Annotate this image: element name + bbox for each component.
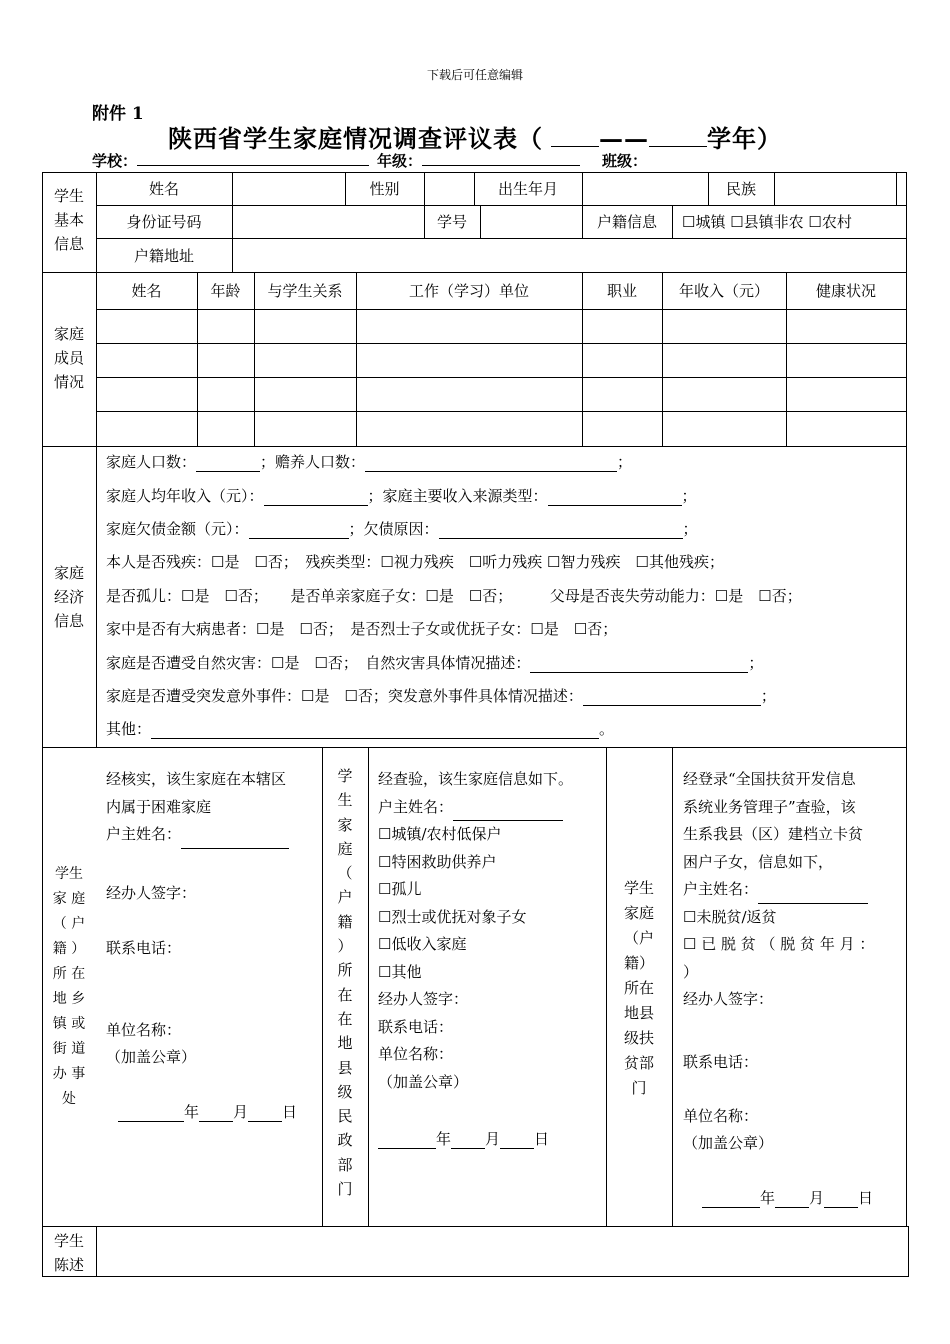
title-close: ） (757, 124, 782, 153)
poverty-phone: 联系电话： (683, 1053, 759, 1071)
family-header-occupation: 职业 (606, 282, 637, 300)
econ-line-debt: 家庭欠债金额（元）： ；欠债原因： ； (106, 520, 698, 538)
section-family-members: 家庭 成员 情况 (53, 325, 84, 391)
section-basic-info: 学生 基本 信息 (53, 187, 84, 253)
other-input[interactable] (151, 723, 599, 739)
label-township-office: 学生 家 庭 （ 户 籍 ） 所 在 地 乡 镇 或 街 道 办 事 处 (52, 866, 86, 1107)
township-date: 年 月 日 (118, 1101, 297, 1122)
year-start-blank[interactable] (551, 146, 599, 147)
civil-option[interactable]: ☐其他 (378, 962, 422, 981)
econ-line-accident: 家庭是否遭受突发意外事件：☐是 ☐否；突发意外事件具体情况描述： ； (106, 687, 776, 705)
label-id-number: 身份证号码 (126, 213, 202, 231)
title-dash: —— (599, 124, 649, 153)
civil-option[interactable]: ☐孤儿 (378, 880, 422, 898)
title-year: 学年 (707, 124, 757, 153)
poverty-option-lifted[interactable]: ☐ 已 脱 贫 （ 脱 贫 年 月 ： (683, 935, 875, 953)
attachment-label: 附件 1 (92, 104, 144, 124)
family-header-name: 姓名 (131, 282, 162, 300)
econ-line-disaster: 家庭是否遭受自然灾害：☐是 ☐否； 自然灾害具体情况描述： ； (106, 654, 764, 672)
civil-option[interactable]: ☐烈士或优抚对象子女 (378, 907, 527, 926)
label-poverty-office: 学生 家庭 （户 籍） 所在 地县 级扶 贫部 门 (623, 879, 654, 1097)
hukou-type-options[interactable]: ☐城镇 ☐县镇非农 ☐农村 (682, 213, 852, 231)
econ-line-illness[interactable]: 家中是否有大病患者：☐是 ☐否； 是否烈士子女或优抚子女：☐是 ☐否； (106, 620, 618, 638)
grade-input[interactable] (422, 151, 580, 166)
disaster-description-input[interactable] (530, 657, 748, 673)
section-economic-info: 家庭 经济 信息 (53, 564, 84, 630)
poverty-option-not-lifted[interactable]: ☐未脱贫/返贫 (683, 907, 777, 926)
class-label: 班级： (602, 152, 648, 170)
accident-options[interactable]: 家庭是否遭受突发意外事件：☐是 ☐否；突发意外事件具体情况描述： (106, 687, 583, 705)
family-header-health: 健康状况 (815, 282, 876, 300)
civil-option[interactable]: ☐特困救助供养户 (378, 852, 497, 871)
econ-line-other: 其他： 。 (106, 720, 615, 738)
township-phone: 联系电话： (106, 939, 182, 957)
school-label: 学校： (92, 152, 138, 170)
civil-owner-input[interactable] (453, 805, 563, 821)
township-verification: 经核实，该生家庭在本辖区 内属于困难家庭 户主姓名： (106, 766, 289, 849)
poverty-unit: 单位名称： (683, 1107, 759, 1125)
civil-option[interactable]: ☐城镇/农村低保户 (378, 825, 502, 843)
township-signer: 经办人签字： (106, 884, 197, 902)
family-header-income: 年收入（元） (678, 282, 769, 300)
poverty-date: 年 月 日 (702, 1187, 873, 1208)
civil-option[interactable]: ☐低收入家庭 (378, 935, 467, 953)
econ-line-income: 家庭人均年收入（元）： ；家庭主要收入来源类型： ； (106, 487, 697, 505)
class-field (602, 150, 647, 171)
poverty-verification: 经登录“全国扶贫开发信息 系统业务管理子”查验，该 生系我县（区）建档立卡贫 困户子女，信息如下， 户主姓名： ☐未脱贫/返贫 ☐ 已 脱 贫 （ 脱 贫 年 月 ： ） 经办人签字： (683, 770, 875, 1008)
label-birth: 出生年月 (497, 180, 558, 198)
year-end-blank[interactable] (649, 146, 707, 147)
label-hukou-info: 户籍信息 (596, 213, 657, 231)
township-owner-input[interactable] (181, 833, 289, 849)
township-unit: 单位名称： (106, 1021, 182, 1039)
disaster-options[interactable]: 家庭是否遭受自然灾害：☐是 ☐否； 自然灾害具体情况描述： (106, 654, 531, 672)
income-source-input[interactable] (548, 490, 682, 506)
school-input[interactable] (137, 151, 369, 166)
grade-field (377, 150, 580, 171)
econ-line-disability[interactable]: 本人是否残疾：☐是 ☐否； 残疾类型：☐视力残疾 ☐听力残疾 ☐智力残疾 ☐其他残疾； (106, 553, 724, 571)
section-student-statement: 学生 陈述 (53, 1232, 84, 1274)
label-civil-affairs: 学 生 家 庭 （ 户 籍 ） 所 在 在 地 县 级 民 政 部 门 (337, 767, 353, 1199)
dependents-input[interactable] (365, 456, 617, 472)
income-per-capita-input[interactable] (264, 490, 368, 506)
econ-line-orphan[interactable]: 是否孤儿：☐是 ☐否； 是否单亲家庭子女：☐是 ☐否； 父母是否丧失劳动能力：☐是 ☐否； (106, 587, 802, 605)
civil-affairs-date: 年 月 日 (378, 1128, 549, 1149)
poverty-seal: （加盖公章） (683, 1134, 774, 1152)
title-main: 陕西省学生家庭情况调查评议表（ (168, 124, 543, 153)
township-seal: （加盖公章） (106, 1048, 197, 1066)
label-hukou-address: 户籍地址 (133, 246, 194, 265)
family-header-age: 年龄 (210, 282, 241, 300)
label-name: 姓名 (148, 180, 179, 198)
header-note: 下载后可任意编辑 (426, 68, 523, 82)
poverty-owner-input[interactable] (758, 888, 868, 904)
family-header-workplace: 工作（学习）单位 (408, 282, 529, 300)
label-ethnic: 民族 (725, 180, 756, 198)
population-input[interactable] (196, 456, 260, 472)
family-header-relation: 与学生关系 (267, 282, 343, 300)
label-student-number: 学号 (436, 213, 467, 231)
label-gender: 性别 (369, 180, 400, 198)
econ-line-population: 家庭人口数： ；赡养人口数： ； (106, 453, 633, 471)
grade-label: 年级： (377, 152, 423, 170)
accident-description-input[interactable] (583, 690, 761, 706)
debt-reason-input[interactable] (439, 523, 683, 539)
debt-amount-input[interactable] (249, 523, 349, 539)
school-field (92, 150, 369, 171)
civil-affairs-verification: 经查验，该生家庭信息如下。 户主姓名： ☐城镇/农村低保户 ☐特困救助供养户 ☐孤儿 ☐烈士或优抚对象子女 ☐低收入家庭 ☐其他 经办人签字： 联系电话： 单位名称： （加盖公章） (378, 770, 574, 1091)
page-title (0, 119, 950, 154)
